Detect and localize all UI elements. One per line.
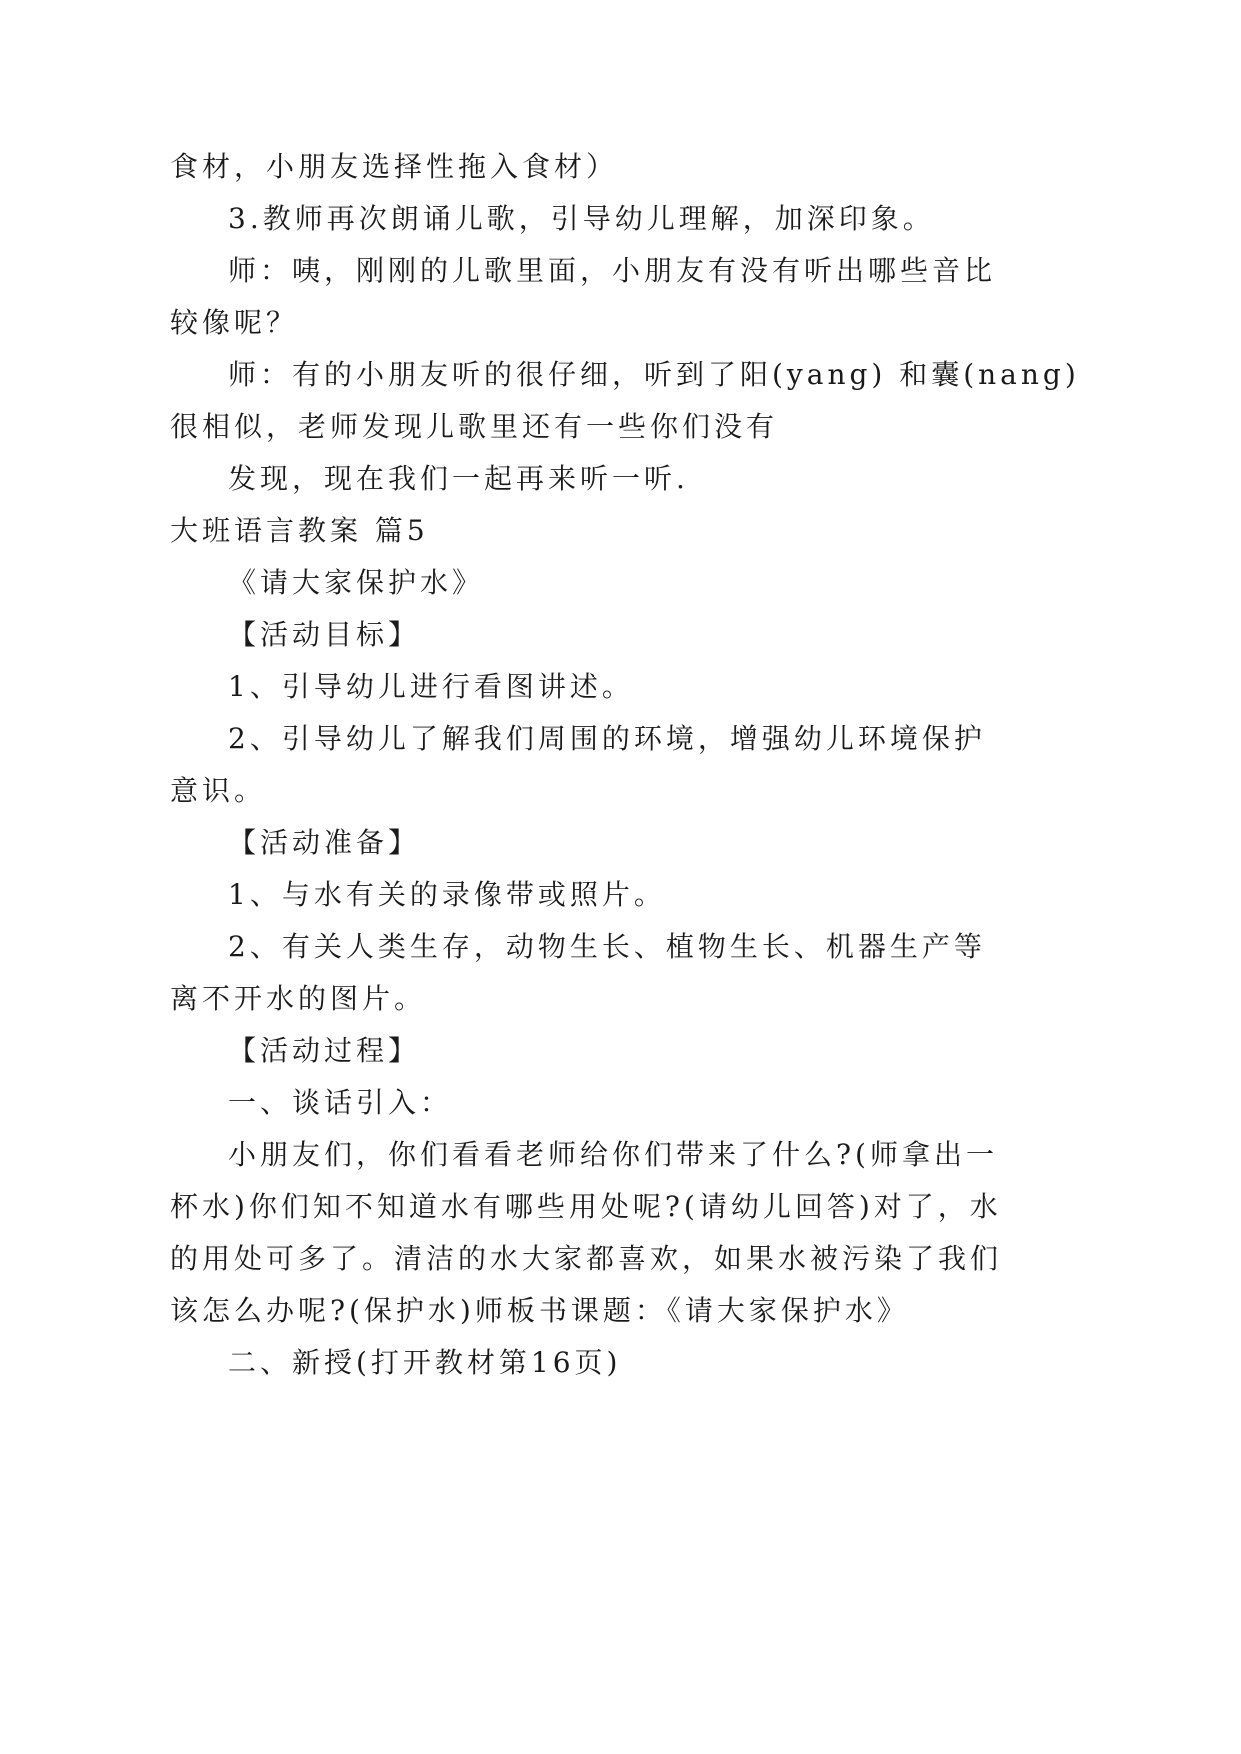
text-line: 小朋友们，你们看看老师给你们带来了什么?(师拿出一	[228, 1138, 998, 1171]
text-line: 二、新授(打开教材第16页)	[228, 1346, 622, 1379]
text-line: 杯水)你们知不知道水有哪些用处呢?(请幼儿回答)对了，水	[170, 1190, 1002, 1223]
text-line: 离不开水的图片。	[170, 982, 427, 1015]
subheading-goals: 【活动目标】	[228, 618, 421, 651]
text-line: 3.教师再次朗诵儿歌，引导幼儿理解，加深印象。	[228, 202, 935, 235]
section-heading: 大班语言教案 篇5	[170, 514, 429, 547]
subheading-process: 【活动过程】	[228, 1034, 421, 1067]
text-line: 2、引导幼儿了解我们周围的环境，增强幼儿环境保护	[228, 722, 986, 755]
text-line: 2、有关人类生存，动物生长、植物生长、机器生产等	[228, 930, 986, 963]
text-line: 意识。	[170, 774, 267, 807]
text-line: 该怎么办呢?(保护水)师板书课题：《请大家保护水》	[170, 1294, 909, 1327]
text-line: 的用处可多了。清洁的水大家都喜欢，如果水被污染了我们	[170, 1242, 1003, 1275]
subheading-preparation: 【活动准备】	[228, 826, 421, 859]
text-line: 师：咦，刚刚的儿歌里面，小朋友有没有听出哪些音比	[228, 254, 997, 287]
text-line: 很相似，老师发现儿歌里还有一些你们没有	[170, 410, 779, 443]
text-line: 1、与水有关的录像带或照片。	[228, 878, 666, 911]
text-line: 食材，小朋友选择性拖入食材）	[170, 150, 619, 183]
text-line: 师：有的小朋友听的很仔细，听到了阳(yang) 和囊(nang)	[228, 358, 1080, 391]
text-line: 1、引导幼儿进行看图讲述。	[228, 670, 634, 703]
text-line: 发现，现在我们一起再来听一听.	[228, 462, 689, 495]
lesson-title: 《请大家保护水》	[228, 566, 485, 599]
text-line: 较像呢？	[170, 306, 299, 339]
text-line: 一、谈话引入：	[228, 1086, 453, 1119]
